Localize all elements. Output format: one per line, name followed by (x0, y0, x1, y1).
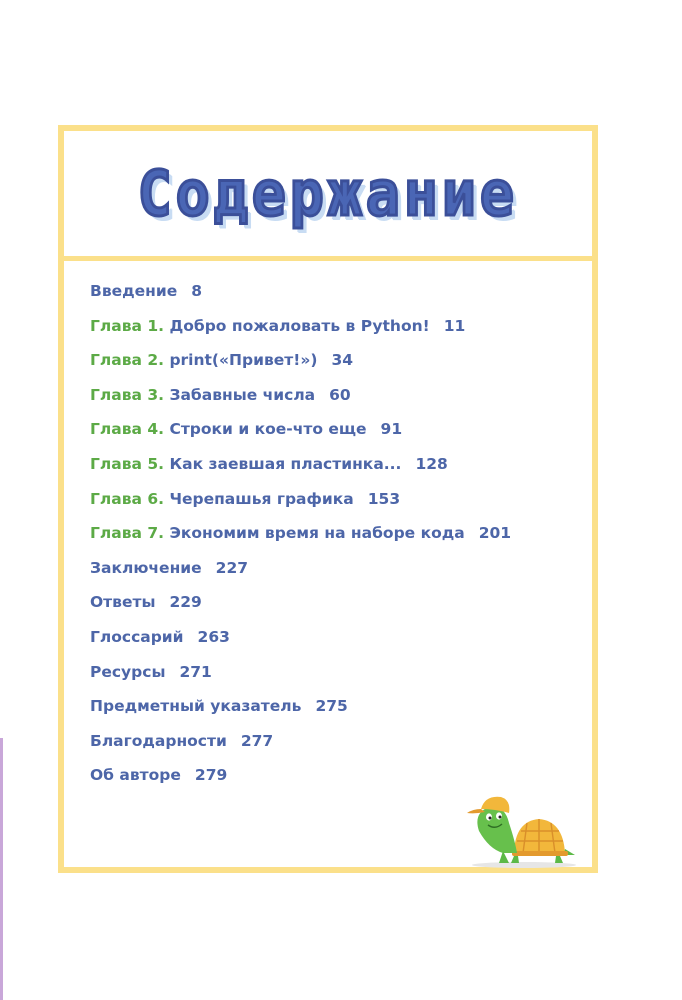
toc-chapter-label: Глава 2. (90, 351, 165, 370)
toc-entry (90, 627, 572, 662)
toc-chapter-label: Глава 1. (90, 316, 165, 335)
toc-entry-title: Забавные числа (169, 385, 316, 404)
toc-entry-title: Введение (90, 282, 178, 300)
toc-chapter-label: Глава 5. (90, 454, 165, 473)
toc-entry-title: Ответы (90, 593, 156, 612)
toc-list (90, 281, 572, 800)
toc-page-number: 275 (315, 697, 348, 716)
toc-entry (90, 281, 572, 316)
toc-entry-title: Заключение (90, 558, 202, 577)
page-title: Содержание (137, 157, 519, 230)
toc-page-number: 34 (331, 351, 354, 370)
toc-page-number: 263 (197, 627, 230, 646)
turtle-with-cap-icon (459, 791, 579, 871)
toc-page-number: 271 (179, 662, 212, 681)
toc-entry (90, 592, 572, 627)
toc-entry-title: Добро пожаловать в Python! (169, 316, 430, 335)
toc-page-number: 229 (169, 593, 202, 612)
toc-entry (90, 731, 572, 766)
toc-frame (58, 125, 598, 873)
toc-entry-title: Глоссарий (90, 627, 184, 646)
toc-entry (90, 385, 572, 420)
toc-entry (90, 454, 572, 489)
toc-chapter-label: Глава 3. (90, 385, 165, 404)
toc-page-number: 227 (215, 558, 249, 577)
toc-entry (90, 696, 572, 731)
toc-entry-title: Строки и кое-что еще (169, 420, 367, 439)
toc-entry (90, 419, 572, 454)
toc-entry-title: Экономим время на наборе кода (169, 524, 465, 543)
toc-page-number: 277 (240, 731, 274, 750)
toc-page-number: 8 (191, 282, 203, 300)
toc-page-number: 91 (380, 420, 403, 439)
toc-entry-title: Ресурсы (90, 662, 166, 681)
toc-entry (90, 558, 572, 593)
toc-entry (90, 316, 572, 351)
toc-page-number: 128 (415, 454, 448, 473)
page-edge-line (0, 738, 3, 1000)
toc-chapter-label: Глава 6. (90, 489, 165, 508)
toc-page-number: 279 (194, 766, 228, 785)
toc-entry-title: Черепашья графика (169, 489, 354, 508)
toc-chapter-label: Глава 7. (90, 524, 165, 543)
toc-page-number: 11 (443, 316, 466, 335)
toc-chapter-label: Глава 4. (90, 420, 165, 439)
toc-entry-title: print(«Привет!») (169, 351, 318, 370)
toc-page-number: 60 (329, 385, 351, 404)
toc-entry (90, 523, 572, 558)
toc-page-number: 201 (478, 524, 512, 543)
toc-entry (90, 662, 572, 697)
toc-page-number: 153 (367, 489, 401, 508)
toc-entry-title: Благодарности (90, 731, 227, 750)
toc-entry-title: Как заевшая пластинка... (169, 454, 402, 473)
toc-entry (90, 489, 572, 524)
title-box (64, 131, 592, 261)
toc-entry-title: Предметный указатель (90, 697, 302, 716)
toc-entry-title: Об авторе (90, 766, 181, 785)
toc-entry (90, 350, 572, 385)
